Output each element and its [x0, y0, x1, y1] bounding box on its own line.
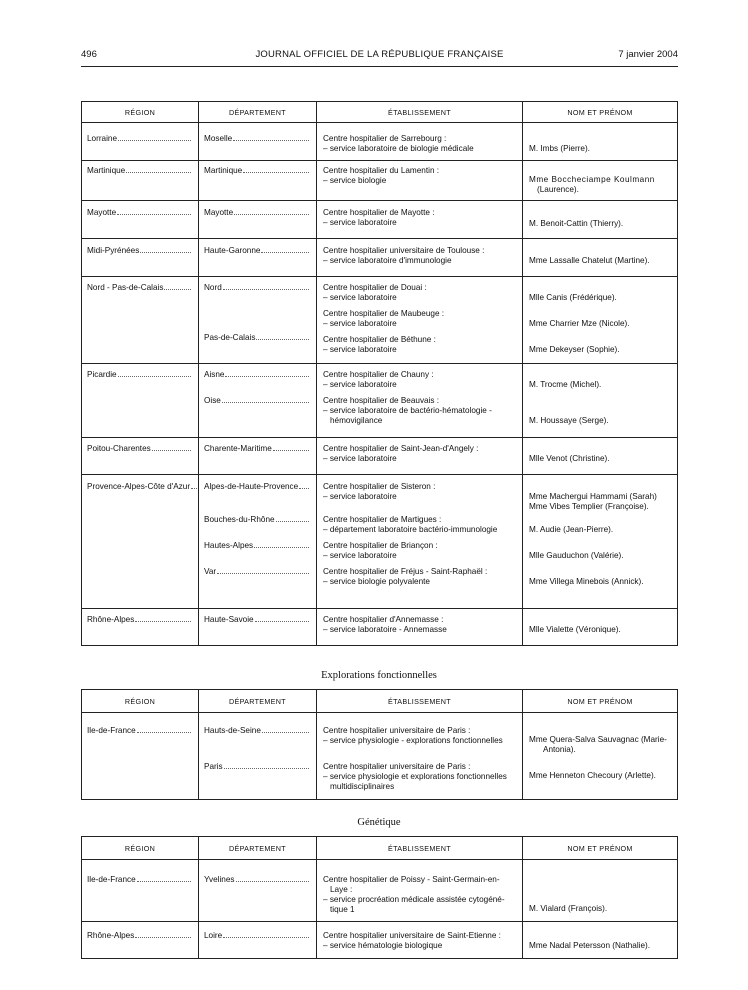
region-cell: Rhône-Alpes [82, 931, 198, 941]
table-header-row [82, 690, 678, 713]
table-row [82, 277, 678, 364]
nom-cell-cont: (Laurence). [537, 185, 579, 194]
departement-cell: Nord [199, 283, 316, 293]
departement-cell: Aisne [199, 370, 316, 380]
table-row [82, 475, 678, 609]
etablissement-name: Centre hospitalier universitaire de Toulouse : [323, 246, 485, 255]
service-line: – service procréation médicale assistée cytogéné- [323, 895, 505, 904]
nom-cell: Mme Dekeyser (Sophie). [529, 345, 620, 354]
etablissement-name: Centre hospitalier de Poissy - Saint-Germain-en- [323, 875, 500, 884]
nom-cell: Mlle Gauduchon (Valérie). [529, 551, 624, 560]
departement-cell: Yvelines [199, 875, 316, 885]
etablissement-name: Centre hospitalier de Mayotte : [323, 208, 435, 217]
nom-cell: M. Vialard (François). [529, 904, 608, 913]
departement-cell: Alpes-de-Haute-Provence [199, 482, 316, 492]
nom-cell: Mme Charrier Mze (Nicole). [529, 319, 630, 328]
departement-cell: Bouches-du-Rhône [199, 515, 316, 525]
col-region: RÉGION [82, 102, 199, 123]
departement-cell: Hautes-Alpes [199, 541, 316, 551]
service-line: – département laboratoire bactério-immunologie [323, 525, 517, 535]
etablissement-name: Centre hospitalier universitaire de Paris : [323, 726, 471, 735]
service-line: – service laboratoire [323, 218, 517, 228]
service-line: – service laboratoire de biologie médicale [323, 144, 517, 154]
service-line: – service laboratoire [323, 492, 517, 502]
etablissement-name: Centre hospitalier universitaire de Saint-Etienne : [323, 931, 501, 940]
region-cell: Ile-de-France [82, 726, 198, 736]
etablissement-name: Centre hospitalier de Béthune : [323, 335, 436, 344]
table-header-row [82, 837, 678, 860]
departement-cell: Martinique [199, 166, 316, 176]
etablissement-name: Centre hospitalier de Douai : [323, 283, 427, 292]
etablissement-name: Centre hospitalier de Briançon : [323, 541, 438, 550]
region-cell: Rhône-Alpes [82, 615, 198, 625]
etablissement-name: Centre hospitalier de Saint-Jean-d'Angely : [323, 444, 479, 453]
table-row [82, 201, 678, 239]
service-line: – service hématologie biologique [323, 941, 517, 951]
nom-cell: Mme Boccheciampe Koulmann [529, 175, 655, 184]
section-title-genetique: Génétique [357, 817, 401, 828]
col-nom: NOM ET PRÉNOM [523, 690, 678, 713]
region-cell: Nord - Pas-de-Calais [82, 283, 198, 293]
departement-cell: Var [199, 567, 316, 577]
nom-cell: M. Audie (Jean-Pierre). [529, 525, 614, 534]
col-region: RÉGION [82, 837, 199, 860]
service-line: – service biologie polyvalente [323, 577, 517, 587]
departement-cell: Haute-Garonne [199, 246, 316, 256]
col-departement: DÉPARTEMENT [199, 690, 317, 713]
region-cell: Midi-Pyrénées [82, 246, 198, 256]
table-row [82, 438, 678, 475]
col-departement: DÉPARTEMENT [199, 837, 317, 860]
departement-cell: Oise [199, 396, 316, 406]
table-row [82, 860, 678, 922]
nom-cell: Mme Villega Minebois (Annick). [529, 577, 644, 586]
nom-cell: M. Imbs (Pierre). [529, 144, 590, 153]
etablissement-name: Centre hospitalier universitaire de Paris : [323, 762, 471, 771]
table-row [82, 713, 678, 800]
departement-cell: Haute-Savoie [199, 615, 316, 625]
service-line-cont: hémovigilance [323, 416, 517, 426]
etablissement-name: Centre hospitalier de Fréjus - Saint-Raphaël : [323, 567, 488, 576]
section-title-explorations: Explorations fonctionnelles [321, 670, 437, 681]
region-cell: Lorraine [82, 134, 198, 144]
table-laboratoire [81, 101, 678, 646]
page-number: 496 [81, 49, 97, 60]
region-cell: Martinique [82, 166, 198, 176]
etablissement-name: Centre hospitalier de Sisteron : [323, 482, 436, 491]
service-line: – service biologie [323, 176, 517, 186]
nom-cell: Mlle Canis (Frédérique). [529, 293, 617, 302]
departement-cell: Pas-de-Calais [199, 333, 316, 343]
table-row [82, 609, 678, 646]
etablissement-name: Centre hospitalier d'Annemasse : [323, 615, 444, 624]
service-line: – service laboratoire [323, 551, 517, 561]
nom-cell: M. Houssaye (Serge). [529, 416, 609, 425]
departement-cell: Moselle [199, 134, 316, 144]
table-row [82, 922, 678, 959]
table-row [82, 123, 678, 161]
col-nom: NOM ET PRÉNOM [523, 837, 678, 860]
issue-date: 7 janvier 2004 [618, 49, 678, 60]
col-region: RÉGION [82, 690, 199, 713]
nom-cell: Mme Machergui Hammami (Sarah) [529, 492, 657, 501]
table-row [82, 239, 678, 277]
departement-cell: Paris [199, 762, 316, 772]
service-line: – service laboratoire d'immunologie [323, 256, 517, 266]
col-nom: NOM ET PRÉNOM [523, 102, 678, 123]
nom-cell: M. Benoit-Cattin (Thierry). [529, 219, 624, 228]
departement-cell: Charente-Maritime [199, 444, 316, 454]
departement-cell: Loire [199, 931, 316, 941]
service-line: – service physiologie et explorations fonctionnelles [323, 772, 507, 781]
nom-cell-cont: Antonia). [543, 745, 576, 754]
departement-cell: Mayotte [199, 208, 316, 218]
nom-cell: Mme Vibes Templier (Françoise). [529, 502, 649, 511]
page-header [81, 49, 678, 63]
nom-cell: Mlle Vialette (Véronique). [529, 625, 621, 634]
service-line: – service laboratoire [323, 319, 517, 329]
region-cell: Ile-de-France [82, 875, 198, 885]
table-row [82, 364, 678, 438]
nom-cell: M. Trocme (Michel). [529, 380, 602, 389]
etablissement-name-cont: Laye : [330, 885, 353, 894]
etablissement-name: Centre hospitalier de Beauvais : [323, 396, 440, 405]
region-cell: Poitou-Charentes [82, 444, 198, 454]
table-genetique [81, 836, 678, 959]
region-cell: Picardie [82, 370, 198, 380]
etablissement-name: Centre hospitalier de Maubeuge : [323, 309, 445, 318]
service-line: – service laboratoire de bactério-hématologie - [323, 406, 492, 415]
table-explorations [81, 689, 678, 800]
service-line: – service physiologie - explorations fonctionnelles [323, 736, 517, 746]
nom-cell: Mme Lassalle Chatelut (Martine). [529, 256, 650, 265]
nom-cell: Mme Henneton Checoury (Arlette). [529, 771, 656, 780]
etablissement-name: Centre hospitalier de Sarrebourg : [323, 134, 447, 143]
service-line: – service laboratoire - Annemasse [323, 625, 517, 635]
col-etablissement: ÉTABLISSEMENT [317, 690, 523, 713]
nom-cell: Mme Nadal Petersson (Nathalie). [529, 941, 651, 950]
service-line: – service laboratoire [323, 380, 517, 390]
region-cell: Provence-Alpes-Côte d'Azur [82, 482, 198, 492]
col-departement: DÉPARTEMENT [199, 102, 317, 123]
nom-cell: Mme Quera-Salva Sauvagnac (Marie- [529, 735, 667, 744]
departement-cell: Hauts-de-Seine [199, 726, 316, 736]
service-line: – service laboratoire [323, 293, 517, 303]
journal-title: JOURNAL OFFICIEL DE LA RÉPUBLIQUE FRANÇAISE [255, 49, 504, 60]
etablissement-name: Centre hospitalier de Chauny : [323, 370, 434, 379]
col-etablissement: ÉTABLISSEMENT [317, 102, 523, 123]
nom-cell: Mlle Venot (Christine). [529, 454, 610, 463]
service-line: – service laboratoire [323, 345, 517, 355]
col-etablissement: ÉTABLISSEMENT [317, 837, 523, 860]
service-line-cont: tique 1 [323, 905, 517, 915]
etablissement-name: Centre hospitalier du Lamentin : [323, 166, 440, 175]
table-header-row [82, 102, 678, 123]
table-row [82, 161, 678, 201]
etablissement-name: Centre hospitalier de Martigues : [323, 515, 442, 524]
region-cell: Mayotte [82, 208, 198, 218]
service-line-cont: multidisciplinaires [323, 782, 517, 792]
service-line: – service laboratoire [323, 454, 517, 464]
header-rule [81, 66, 678, 67]
